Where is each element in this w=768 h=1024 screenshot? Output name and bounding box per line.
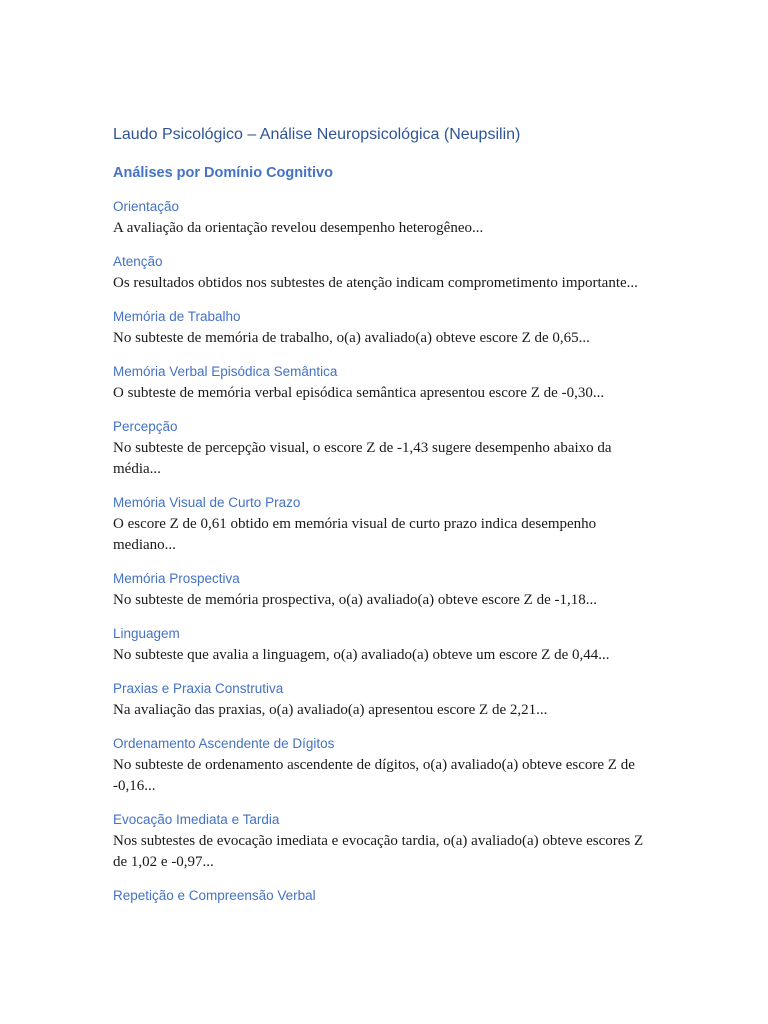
domain-memoria-prospectiva — [113, 569, 653, 611]
domain-text: No subteste de memória de trabalho, o(a) avaliado(a) obteve escore Z de 0,65... — [113, 330, 590, 346]
domain-title: Percepção — [113, 419, 178, 434]
domain-title: Repetição e Compreensão Verbal — [113, 888, 316, 903]
domain-text: No subteste de ordenamento ascendente de dígitos, o(a) avaliado(a) obteve escore Z de -0,16... — [113, 757, 635, 794]
domain-title: Atenção — [113, 254, 163, 269]
domain-title: Linguagem — [113, 626, 180, 641]
domain-title: Orientação — [113, 199, 180, 214]
domain-orientacao — [113, 197, 653, 239]
domain-title: Praxias e Praxia Construtiva — [113, 681, 284, 696]
domain-title: Ordenamento Ascendente de Dígitos — [113, 736, 335, 751]
domain-linguagem — [113, 624, 653, 666]
domain-text: No subteste de percepção visual, o escore Z de -1,43 sugere desempenho abaixo da média... — [113, 440, 612, 477]
domain-praxias — [113, 679, 653, 721]
domain-text: Nos subtestes de evocação imediata e evocação tardia, o(a) avaliado(a) obteve escores Z de 1,02 e -0,97... — [113, 833, 644, 870]
domain-title: Memória Verbal Episódica Semântica — [113, 364, 338, 379]
domain-title: Memória Visual de Curto Prazo — [113, 495, 301, 510]
document-title: Laudo Psicológico – Análise Neuropsicológica (Neupsilin) — [113, 126, 521, 143]
domain-memoria-de-trabalho — [113, 307, 653, 349]
domain-evocacao — [113, 810, 653, 873]
domain-atencao — [113, 252, 653, 294]
domain-title: Evocação Imediata e Tardia — [113, 812, 280, 827]
document-page — [113, 124, 653, 919]
domain-memoria-visual — [113, 493, 653, 556]
section-heading: Análises por Domínio Cognitivo — [113, 165, 333, 181]
domain-text: No subteste de memória prospectiva, o(a) avaliado(a) obteve escore Z de -1,18... — [113, 592, 597, 608]
domain-text: O subteste de memória verbal episódica semântica apresentou escore Z de -0,30... — [113, 385, 605, 401]
domain-title: Memória Prospectiva — [113, 571, 240, 586]
domain-text: Os resultados obtidos nos subtestes de atenção indicam comprometimento importante... — [113, 275, 638, 291]
domain-repeticao-compreensao — [113, 886, 653, 906]
domain-text: O escore Z de 0,61 obtido em memória visual de curto prazo indica desempenho mediano... — [113, 516, 597, 553]
domain-memoria-verbal-episodica — [113, 362, 653, 404]
domain-text: A avaliação da orientação revelou desempenho heterogêneo... — [113, 220, 484, 236]
domain-percepcao — [113, 417, 653, 480]
domain-ordenamento-digitos — [113, 734, 653, 797]
domain-text: Na avaliação das praxias, o(a) avaliado(a) apresentou escore Z de 2,21... — [113, 702, 548, 718]
domain-title: Memória de Trabalho — [113, 309, 241, 324]
domain-text: No subteste que avalia a linguagem, o(a) avaliado(a) obteve um escore Z de 0,44... — [113, 647, 610, 663]
